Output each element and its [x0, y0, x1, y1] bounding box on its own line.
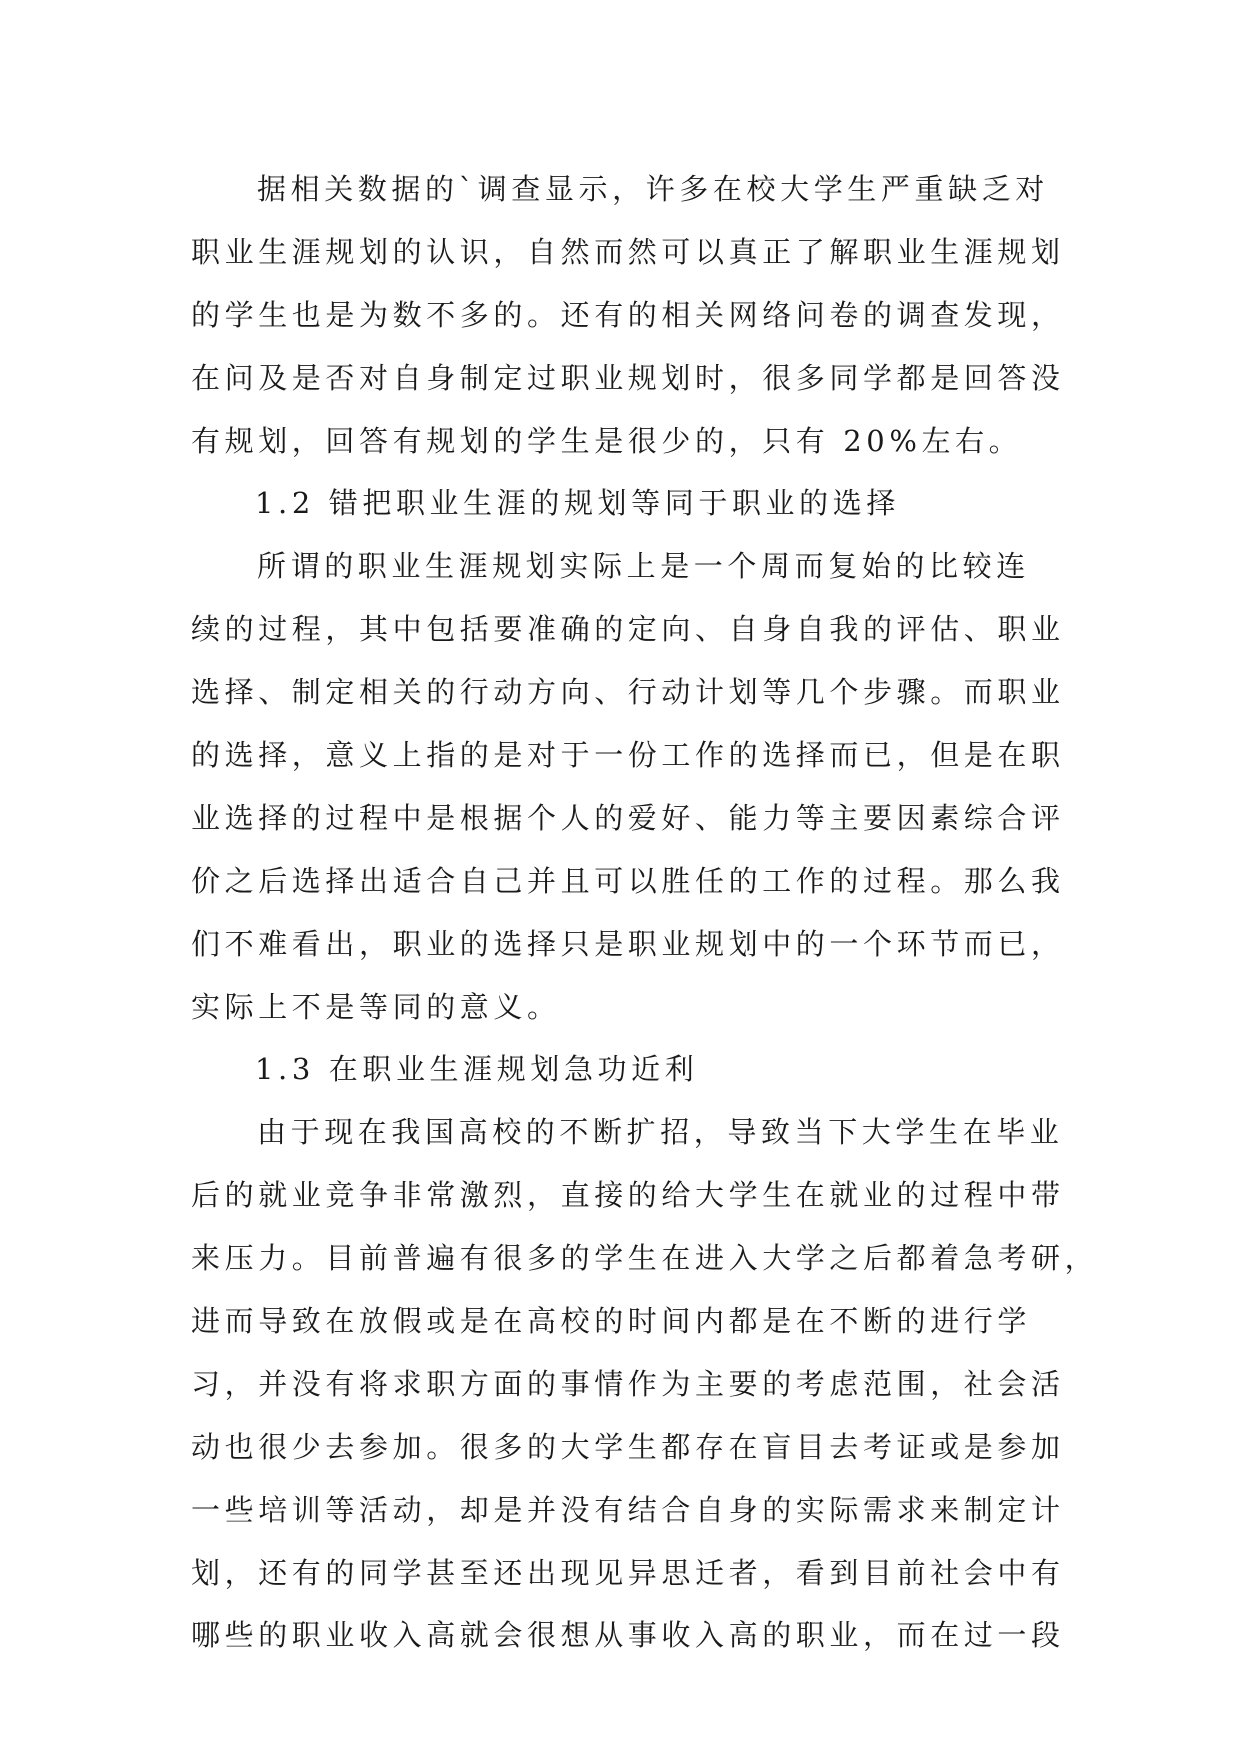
paragraph-line: 选择、制定相关的行动方向、行动计划等几个步骤。而职业 — [191, 675, 1065, 710]
paragraph-line: 的选择，意义上指的是对于一份工作的选择而已，但是在职 — [191, 738, 1065, 773]
paragraph-line: 一些培训等活动，却是并没有结合自身的实际需求来制定计 — [191, 1492, 1065, 1527]
paragraph-line: 后的就业竞争非常激烈，直接的给大学生在就业的过程中带 — [191, 1178, 1065, 1213]
paragraph-line: 据相关数据的`调查显示，许多在校大学生严重缺乏对 — [257, 172, 1049, 206]
section-heading: 1.2 错把职业生涯的规划等同于职业的选择 — [255, 486, 900, 521]
paragraph-line: 实际上不是等同的意义。 — [191, 989, 561, 1024]
paragraph-line: 有规划，回答有规划的学生是很少的，只有 20%左右。 — [191, 423, 1023, 458]
paragraph-line: 进而导致在放假或是在高校的时间内都是在不断的进行学 — [191, 1304, 1032, 1339]
paragraph-line: 由于现在我国高校的不断扩招，导致当下大学生在毕业 — [257, 1115, 1064, 1150]
paragraph-line: 所谓的职业生涯规划实际上是一个周而复始的比较连 — [257, 549, 1030, 584]
body-text — [191, 158, 1099, 1667]
paragraph-line: 职业生涯规划的认识，自然而然可以真正了解职业生涯规划 — [191, 234, 1065, 269]
paragraph-line: 动也很少去参加。很多的大学生都存在盲目去考证或是参加 — [191, 1429, 1065, 1464]
paragraph-line: 们不难看出，职业的选择只是职业规划中的一个环节而已， — [191, 926, 1065, 961]
paragraph-line: 价之后选择出适合自己并且可以胜任的工作的过程。那么我 — [191, 863, 1065, 898]
paragraph-line: 续的过程，其中包括要准确的定向、自身自我的评估、职业 — [191, 612, 1065, 647]
paragraph-line: 哪些的职业收入高就会很想从事收入高的职业，而在过一段 — [191, 1618, 1065, 1653]
section-heading: 1.3 在职业生涯规划急功近利 — [255, 1052, 699, 1087]
paragraph-line: 习，并没有将求职方面的事情作为主要的考虑范围，社会活 — [191, 1366, 1065, 1401]
paragraph-line: 划，还有的同学甚至还出现见异思迁者，看到目前社会中有 — [191, 1555, 1065, 1590]
paragraph-line: 在问及是否对自身制定过职业规划时，很多同学都是回答没 — [191, 360, 1065, 395]
paragraph-line: 业选择的过程中是根据个人的爱好、能力等主要因素综合评 — [191, 800, 1065, 835]
paragraph-line: 来压力。目前普遍有很多的学生在进入大学之后都着急考研， — [191, 1241, 1099, 1276]
paragraph-line: 的学生也是为数不多的。还有的相关网络问卷的调查发现， — [191, 297, 1065, 332]
